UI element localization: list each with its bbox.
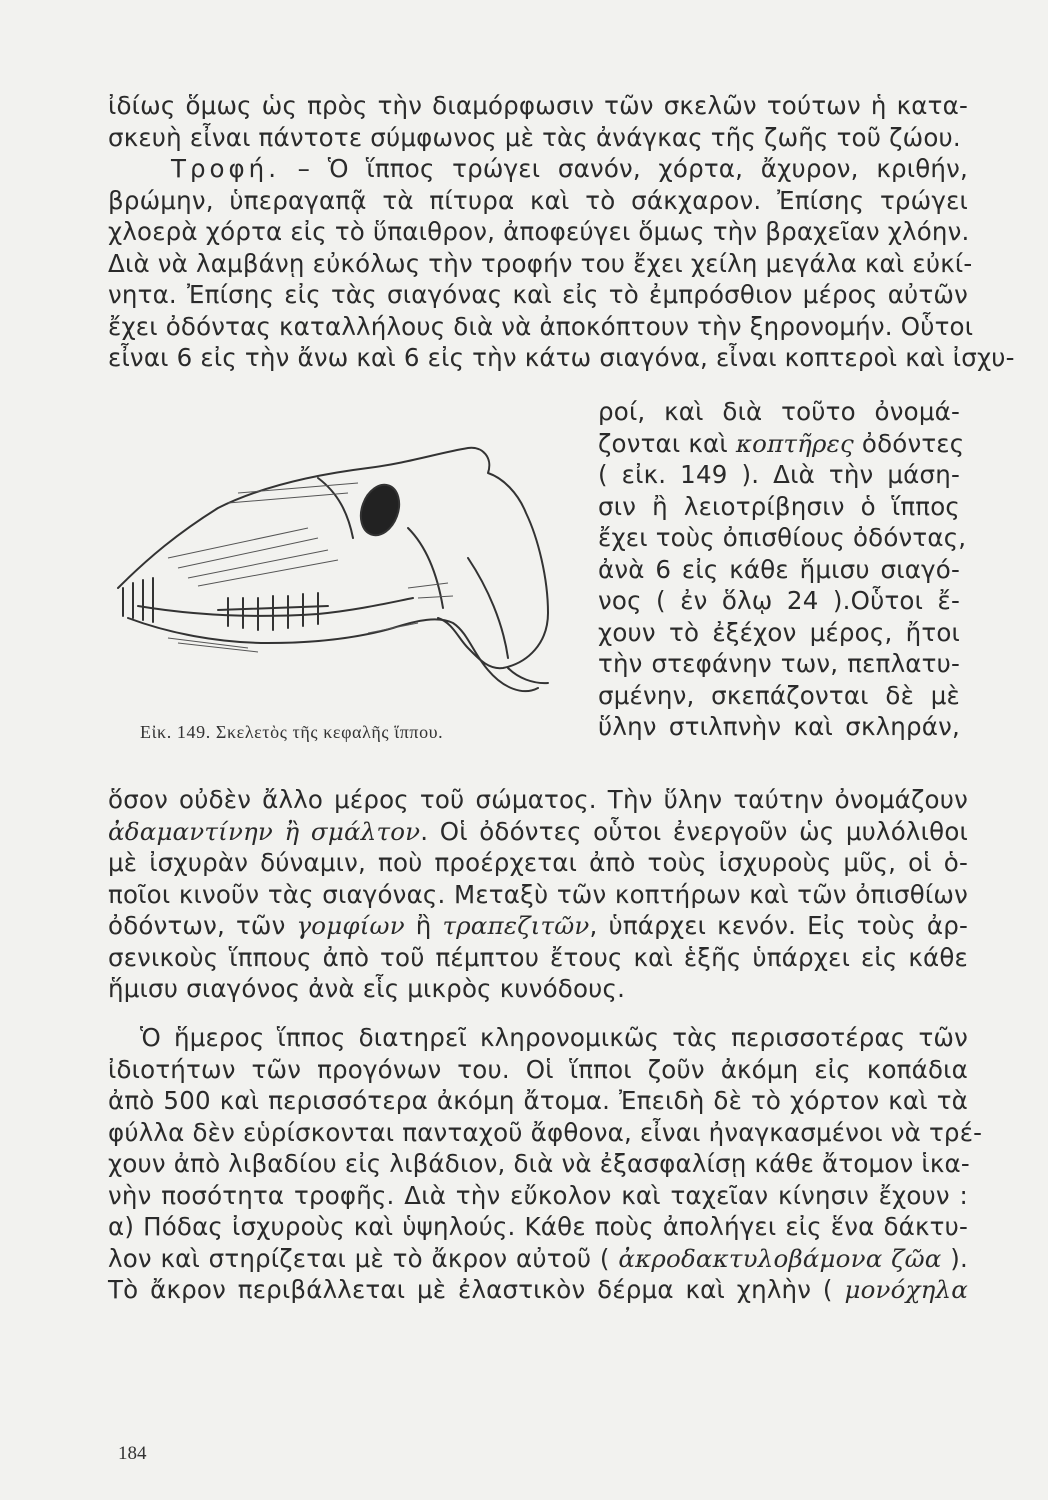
- text-line: μὲ ἰσχυρὰν δύναμιν, ποὺ προέρχεται ἀπὸ τοὺς ἰσχυροὺς μῦς, οἱ ὁ-: [108, 848, 968, 877]
- text-line: ὅσον οὐδὲν ἄλλο μέρος τοῦ σώματος. Τὴν ὕλην ταύτην ὀνομάζουν: [108, 785, 968, 814]
- italic-term: μονόχηλα: [844, 1275, 968, 1304]
- text-line: σμένην, σκεπάζονται δὲ μὲ: [598, 680, 960, 710]
- text-line: [598, 428, 965, 460]
- text-line: ποῖοι κινοῦν τὰς σιαγόνας. Μεταξὺ τῶν κοπτήρων καὶ τῶν ὀπισθίων: [108, 879, 968, 909]
- text-line: [108, 153, 968, 185]
- section-heading: Τροφή.: [171, 154, 280, 183]
- text-line: Διὰ νὰ λαμβάνῃ εὐκόλως τὴν τροφήν του ἔχει χείλη μεγάλα καὶ εὐκί-: [108, 248, 973, 278]
- text-line: [108, 910, 968, 942]
- text-line: βρώμην, ὑπεραγαπᾷ τὰ πίτυρα καὶ τὸ σάκχαρον. Ἐπίσης τρώγει: [108, 185, 968, 215]
- italic-term: γομφίων: [296, 911, 405, 940]
- italic-term: ἀδαμαντίνην ἢ σμάλτον: [108, 816, 421, 846]
- text-line: ἰδίως ὅμως ὡς πρὸς τὴν διαμόρφωσιν τῶν σκελῶν τούτων ἡ κατα-: [108, 91, 968, 120]
- text-line: σκευὴ εἶναι πάντοτε σύμφωνος μὲ τὰς ἀνάγκας τῆς ζωῆς τοῦ ζώου.: [108, 122, 961, 152]
- text-line: νος ( ἐν ὅλῳ 24 ).Οὗτοι ἔ-: [598, 586, 960, 615]
- text-line: [108, 1243, 968, 1275]
- text-line: εἶναι 6 εἰς τὴν ἄνω καὶ 6 εἰς τὴν κάτω σιαγόνα, εἶναι κοπτεροὶ καὶ ἰσχυ-: [108, 343, 1015, 372]
- bottom-paragraph: [108, 1022, 983, 1306]
- text-line: ἀπὸ 500 καὶ περισσότερα ἀκόμη ἄτομα. Ἐπειδὴ δὲ τὸ χόρτον καὶ τὰ: [108, 1086, 968, 1115]
- text-span: ζονται καὶ: [598, 428, 736, 458]
- page-number: 184: [118, 1443, 147, 1464]
- text-line: τὴν στεφάνην των, πεπλατυ-: [598, 649, 960, 678]
- italic-term: τραπεζιτῶν: [442, 911, 590, 940]
- text-line: [108, 816, 968, 848]
- horse-skull-illustration: [108, 438, 584, 708]
- text-line: νητα. Ἐπίσης εἰς τὰς σιαγόνας καὶ εἰς τὸ ἐμπρόσθιον μέρος αὐτῶν: [108, 280, 968, 309]
- text-line: ὕλην στιλπνὴν καὶ σκληράν,: [598, 712, 960, 741]
- text-span: λον καὶ στηρίζεται μὲ τὸ ἄκρον αὐτοῦ (: [108, 1243, 619, 1273]
- text-line: ροί, καὶ διὰ τοῦτο ὀνομά-: [598, 397, 960, 426]
- text-line: χουν ἀπὸ λιβαδίου εἰς λιβάδιον, διὰ νὰ ἐξασφαλίσῃ κάθε ἄτομον ἱκα-: [108, 1149, 970, 1178]
- text-line: φύλλα δὲν εὑρίσκονται πανταχοῦ ἄφθονα, εἶναι ἠναγκασμένοι νὰ τρέ-: [108, 1117, 983, 1147]
- text-line: σενικοὺς ἵππους ἀπὸ τοῦ πέμπτου ἔτους καὶ ἑξῆς ὑπάρχει εἰς κάθε: [108, 942, 968, 972]
- text-span: ).: [941, 1243, 968, 1273]
- text-line: [108, 1274, 968, 1306]
- text-line: α) Πόδας ἰσχυροὺς καὶ ὑψηλούς. Κάθε ποὺς ἀπολήγει εἰς ἕνα δάκτυ-: [108, 1212, 968, 1241]
- text-span: ἢ: [404, 911, 443, 940]
- text-line: νὴν ποσότητα τροφῆς. Διὰ τὴν εὔκολον καὶ ταχεῖαν κίνησιν ἔχουν :: [108, 1180, 968, 1210]
- text-line: ( εἰκ. 149 ). Διὰ τὴν μάση-: [598, 460, 960, 489]
- horse-skull-figure: [108, 438, 584, 708]
- text-span: Τὸ ἄκρον περιβάλλεται μὲ ἐλαστικὸν δέρμα καὶ χηλὴν (: [108, 1275, 845, 1304]
- text-line: χουν τὸ ἐξέχον μέρος, ἤτοι: [598, 617, 960, 647]
- middle-paragraph: [108, 784, 968, 1005]
- text-line: ἔχει τοὺς ὀπισθίους ὀδόντας,: [598, 523, 967, 552]
- text-line: ἰδιοτήτων τῶν προγόνων του. Οἱ ἵπποι ζοῦν ἀκόμη εἰς κοπάδια: [108, 1054, 968, 1084]
- text-line: ἥμισυ σιαγόνος ἀνὰ εἷς μικρὸς κυνόδους.: [108, 974, 626, 1003]
- text-span: ὀδόντων, τῶν: [108, 911, 297, 940]
- text-span: , ὑπάρχει κενόν. Εἰς τοὺς ἀρ-: [589, 911, 968, 940]
- figure-side-text: [598, 396, 967, 743]
- text-line: ἔχει ὀδόντας καταλλήλους διὰ νὰ ἀποκόπτουν τὴν ξηρονομήν. Οὗτοι: [108, 311, 974, 341]
- text-line: Ὁ ἥμερος ἵππος διατηρεῖ κληρονομικῶς τὰς περισσοτέρας τῶν: [140, 1023, 968, 1052]
- text-span: ὀδόντες: [853, 428, 965, 458]
- top-paragraph: [108, 90, 1015, 374]
- text-span: – Ὁ ἵππος τρώγει σανόν, χόρτα, ἄχυρον, κριθήν,: [297, 154, 968, 183]
- text-span: . Οἱ ὀδόντες οὗτοι ἐνεργοῦν ὡς μυλόλιθοι: [420, 816, 968, 846]
- figure-caption: Εἰκ. 149. Σκελετὸς τῆς κεφαλῆς ἵππου.: [140, 722, 444, 742]
- text-line: ἀνὰ 6 εἰς κάθε ἥμισυ σιαγό-: [598, 554, 960, 584]
- italic-term: ἀκροδακτυλοβάμονα ζῶα: [618, 1243, 942, 1273]
- text-line: χλοερὰ χόρτα εἰς τὸ ὕπαιθρον, ἀποφεύγει ὅμως τὴν βραχεῖαν χλόην.: [108, 217, 970, 246]
- italic-term: κοπτῆρες: [735, 428, 854, 458]
- text-line: σιν ἢ λειοτρίβησιν ὁ ἵππος: [598, 491, 960, 521]
